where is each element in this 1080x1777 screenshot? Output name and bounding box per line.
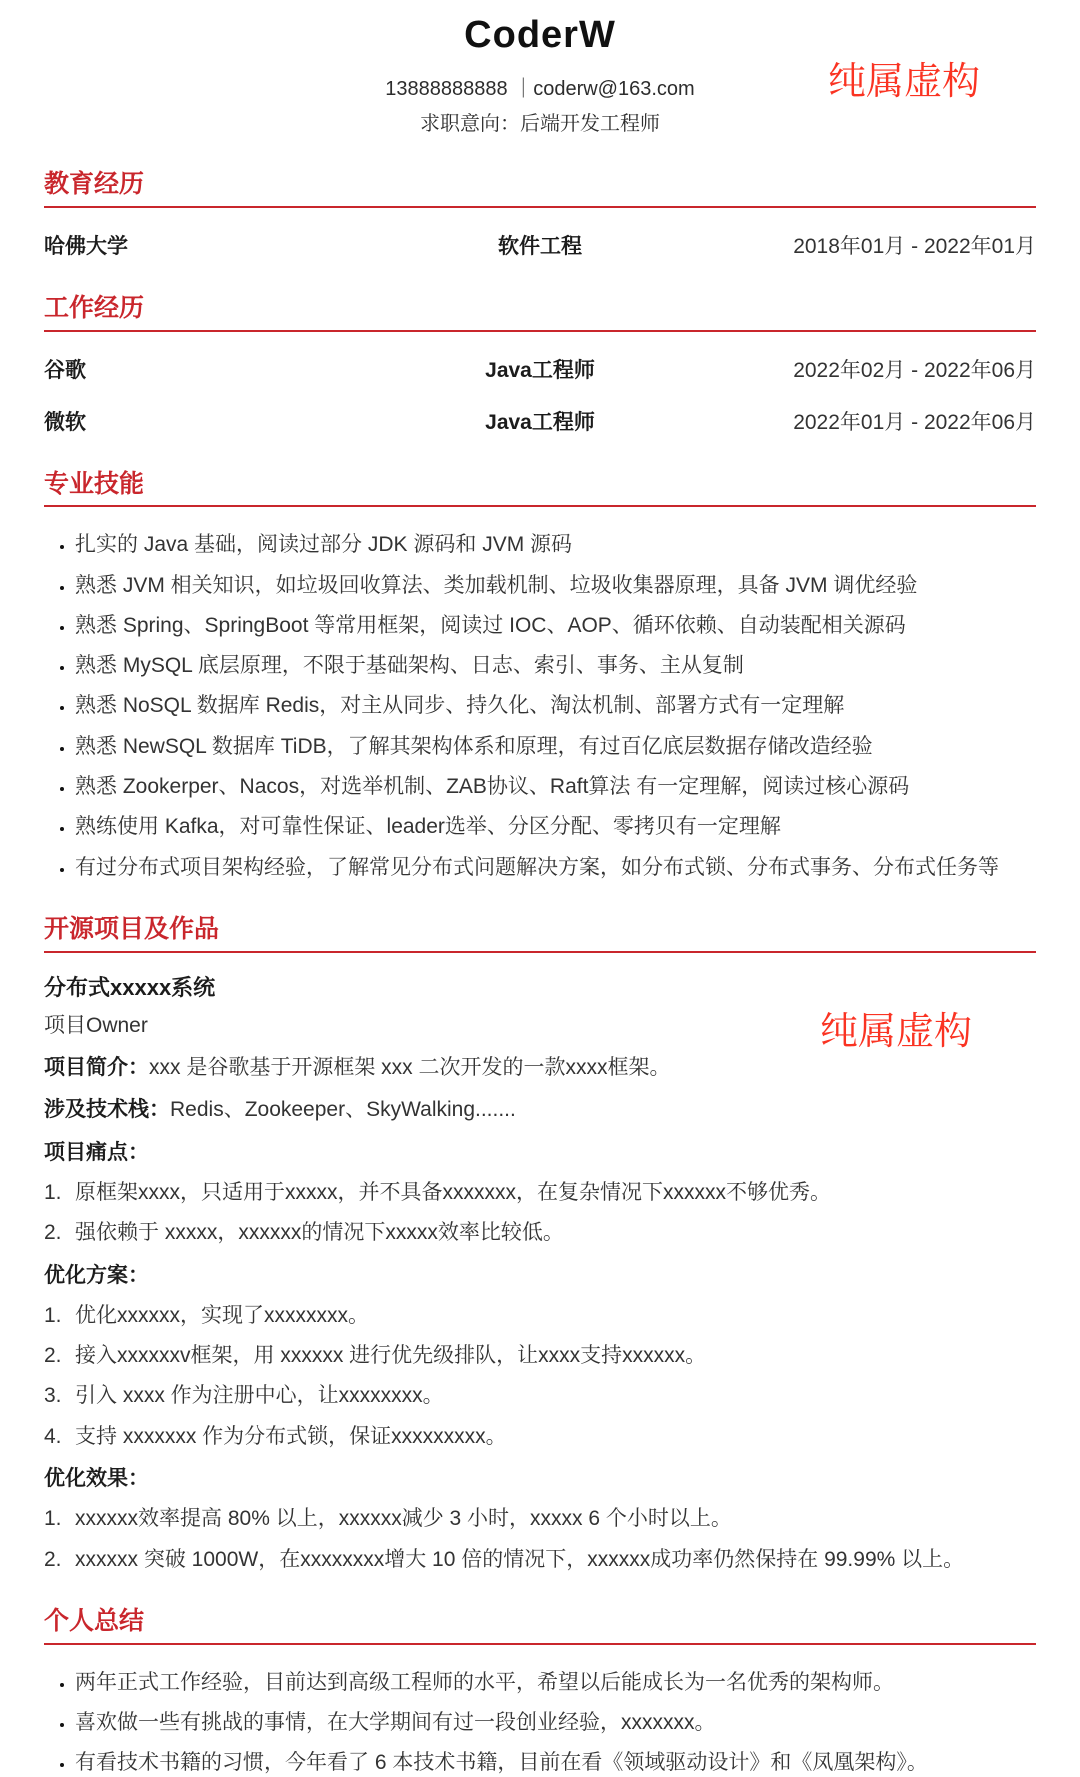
project-plan-label: 优化方案： bbox=[44, 1263, 149, 1287]
section-title-education: 教育经历 bbox=[44, 170, 1036, 208]
skill-item: • 熟悉 Spring、SpringBoot 等常用框架，阅读过 IOC、AOP、循环依赖、自动装配相关源码 bbox=[75, 612, 1036, 639]
item-text: xxxxxx效率提高 80% 以上，xxxxxx减少 3 小时，xxxxx 6 个小时以上。 bbox=[75, 1507, 732, 1531]
section-title-skills: 专业技能 bbox=[44, 470, 1036, 508]
item-number: 4. bbox=[44, 1424, 62, 1448]
skill-item: • 熟悉 JVM 相关知识，如垃圾回收算法、类加载机制、垃圾收集器原理，具备 JVM 调优经验 bbox=[75, 572, 1036, 599]
project-name: 分布式xxxxx系统 bbox=[44, 974, 216, 1000]
summary-item: • 有看技术书籍的习惯，今年看了 6 本技术书籍，目前在看《领域驱动设计》和《凤凰架构》。 bbox=[75, 1749, 1036, 1776]
work-row bbox=[44, 406, 1036, 436]
company-name: 微软 bbox=[44, 410, 86, 434]
effect-item bbox=[44, 1505, 1036, 1532]
watermark-text-top: 纯属虚构 bbox=[828, 61, 981, 103]
project-intro-line bbox=[44, 1054, 1036, 1081]
summary-item: • 喜欢做一些有挑战的事情，在大学期间有过一段创业经验，xxxxxxx。 bbox=[75, 1709, 1036, 1736]
plan-item bbox=[44, 1423, 1036, 1450]
work-period: 2022年01月 - 2022年06月 bbox=[793, 410, 1037, 434]
section-title-project: 开源项目及作品 bbox=[44, 915, 1036, 953]
plan-item bbox=[44, 1302, 1036, 1329]
section-skills bbox=[44, 470, 1036, 881]
section-work bbox=[44, 294, 1036, 436]
skill-item: • 熟悉 MySQL 底层原理，不限于基础架构、日志、索引、事务、主从复制 bbox=[75, 652, 1036, 679]
major-name: 软件工程 bbox=[498, 234, 582, 258]
item-text: 原框架xxxx，只适用于xxxxx，并不具备xxxxxxx，在复杂情况下xxxxxx不够优秀。 bbox=[75, 1180, 831, 1204]
item-text: 优化xxxxxx，实现了xxxxxxxx。 bbox=[75, 1303, 369, 1327]
project-stack-text: Redis、Zookeeper、SkyWalking....... bbox=[170, 1098, 516, 1122]
school-name: 哈佛大学 bbox=[44, 234, 128, 258]
plan-item bbox=[44, 1382, 1036, 1409]
job-intent-line: 求职意向：后端开发工程师 bbox=[420, 113, 660, 135]
item-number: 2. bbox=[44, 1344, 62, 1368]
skill-item: • 扎实的 Java 基础，阅读过部分 JDK 源码和 JVM 源码 bbox=[75, 531, 1036, 558]
summary-list bbox=[44, 1669, 1036, 1777]
summary-item: • 两年正式工作经验，目前达到高级工程师的水平，希望以后能成长为一名优秀的架构师。 bbox=[75, 1669, 1036, 1696]
skill-item: • 熟悉 Zookerper、Nacos，对选举机制、ZAB协议、Raft算法 有一定理解，阅读过核心源码 bbox=[75, 773, 1036, 800]
education-period: 2018年01月 - 2022年01月 bbox=[793, 234, 1037, 258]
item-number: 3. bbox=[44, 1384, 62, 1408]
contact-line: 13888888888 ｜coderw@163.com bbox=[385, 78, 695, 100]
project-intro-text: xxx 是谷歌基于开源框架 xxx 二次开发的一款xxxx框架。 bbox=[149, 1056, 671, 1080]
page-title: CoderW bbox=[464, 14, 616, 56]
item-text: xxxxxx 突破 1000W，在xxxxxxxx增大 10 倍的情况下，xxxxxx成功率仍然保持在 99.99% 以上。 bbox=[75, 1547, 965, 1571]
skill-item: • 有过分布式项目架构经验，了解常见分布式问题解决方案，如分布式锁、分布式事务、分布式任务等 bbox=[75, 854, 1036, 881]
education-row bbox=[44, 230, 1036, 260]
project-pain-label: 项目痛点： bbox=[44, 1140, 149, 1164]
pain-item bbox=[44, 1179, 1036, 1206]
project-role: 项目Owner bbox=[44, 1014, 148, 1038]
job-title: Java工程师 bbox=[485, 358, 595, 382]
item-text: 接入xxxxxxv框架，用 xxxxxx 进行优先级排队，让xxxx支持xxxxxx。 bbox=[75, 1344, 707, 1368]
plan-item bbox=[44, 1342, 1036, 1369]
section-title-work: 工作经历 bbox=[44, 294, 1036, 332]
item-text: 强依赖于 xxxxx，xxxxxx的情况下xxxxx效率比较低。 bbox=[75, 1221, 564, 1245]
skill-item: • 熟悉 NewSQL 数据库 TiDB，了解其架构体系和原理，有过百亿底层数据存储改造经验 bbox=[75, 733, 1036, 760]
project-intro-label: 项目简介： bbox=[44, 1056, 149, 1080]
item-number: 2. bbox=[44, 1547, 62, 1571]
item-text: 引入 xxxx 作为注册中心，让xxxxxxxx。 bbox=[75, 1384, 444, 1408]
project-stack-line bbox=[44, 1096, 1036, 1123]
pain-item bbox=[44, 1219, 1036, 1246]
section-education bbox=[44, 170, 1036, 260]
section-title-summary: 个人总结 bbox=[44, 1607, 1036, 1645]
effect-item bbox=[44, 1546, 1036, 1573]
skill-item: • 熟悉 NoSQL 数据库 Redis，对主从同步、持久化、淘汰机制、部署方式有一定理解 bbox=[75, 692, 1036, 719]
item-number: 1. bbox=[44, 1507, 62, 1531]
section-summary bbox=[44, 1607, 1036, 1777]
project-stack-label: 涉及技术栈： bbox=[44, 1098, 170, 1122]
skill-item: • 熟练使用 Kafka，对可靠性保证、leader选举、分区分配、零拷贝有一定理解 bbox=[75, 813, 1036, 840]
item-number: 1. bbox=[44, 1303, 62, 1327]
company-name: 谷歌 bbox=[44, 358, 86, 382]
skills-list bbox=[44, 531, 1036, 881]
project-effect-label: 优化效果： bbox=[44, 1467, 149, 1491]
job-title: Java工程师 bbox=[485, 410, 595, 434]
work-row bbox=[44, 354, 1036, 384]
item-number: 1. bbox=[44, 1180, 62, 1204]
item-number: 2. bbox=[44, 1221, 62, 1245]
watermark-text-middle: 纯属虚构 bbox=[820, 1011, 973, 1053]
work-period: 2022年02月 - 2022年06月 bbox=[793, 358, 1037, 382]
item-text: 支持 xxxxxxx 作为分布式锁，保证xxxxxxxxx。 bbox=[75, 1424, 507, 1448]
